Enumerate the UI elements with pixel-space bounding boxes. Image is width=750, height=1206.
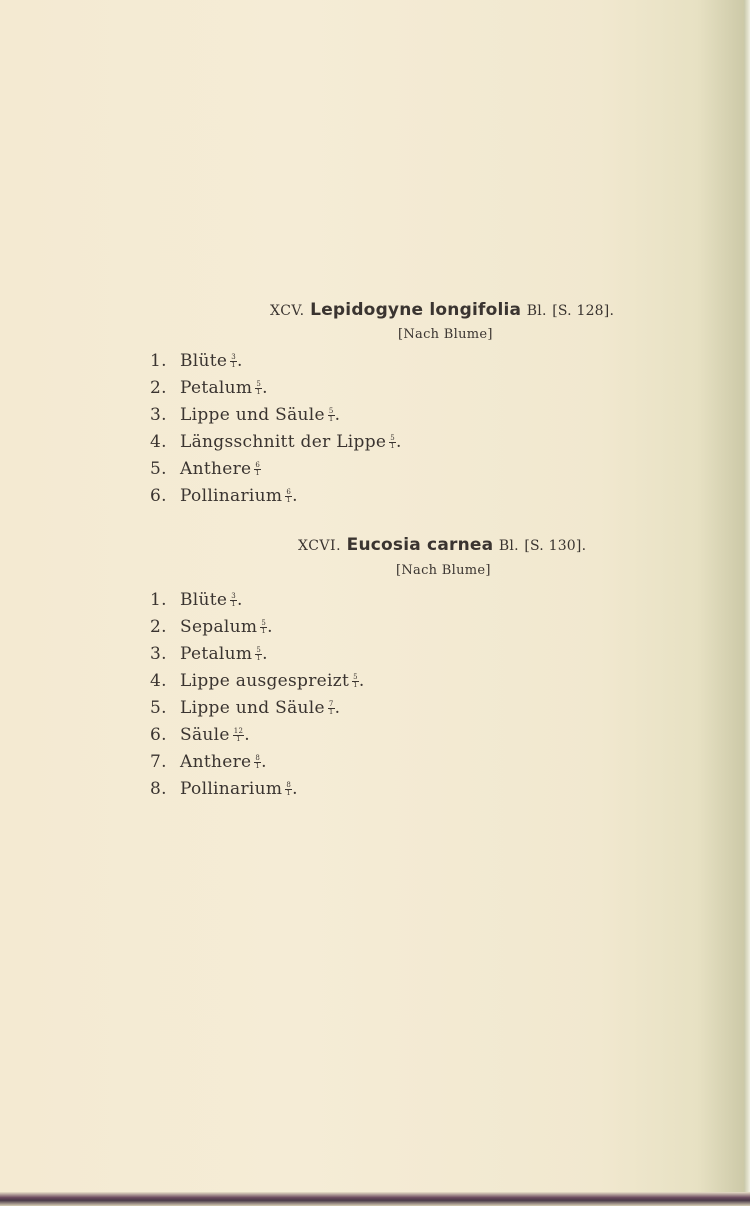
item-text: Blüte xyxy=(180,351,228,371)
magnification-numerator: 5 xyxy=(256,646,262,654)
section-heading xyxy=(298,535,586,555)
list-item xyxy=(150,483,402,510)
item-number: 4. xyxy=(150,671,167,691)
magnification-numerator: 3 xyxy=(231,592,237,600)
item-end: . xyxy=(358,671,365,691)
list-item xyxy=(150,587,365,614)
item-text: Lippe ausgespreizt xyxy=(180,671,350,691)
item-end: . xyxy=(262,378,268,398)
item-number: 2. xyxy=(150,378,167,398)
section-number: XCV. xyxy=(270,303,305,319)
item-number: 1. xyxy=(150,351,167,371)
item-end: . xyxy=(267,617,273,637)
list-item xyxy=(150,641,365,668)
item-text: Sepalum xyxy=(180,617,258,637)
section-number: XCVI. xyxy=(298,538,342,554)
magnification-denominator: 1 xyxy=(390,442,396,450)
magnification-denominator: 1 xyxy=(255,469,261,477)
list-item xyxy=(150,722,365,749)
item-text: Säule xyxy=(180,725,230,745)
magnification-denominator: 1 xyxy=(255,762,261,770)
item-number: 3. xyxy=(150,405,167,425)
magnification-denominator: 1 xyxy=(286,789,292,797)
source-note: [Nach Blume] xyxy=(396,563,491,578)
magnification-numerator: 8 xyxy=(255,754,261,762)
item-number: 6. xyxy=(150,486,167,506)
item-text: Anthere xyxy=(180,752,252,772)
item-text: Petalum xyxy=(180,378,253,398)
magnification-denominator: 1 xyxy=(353,681,358,689)
page-edge xyxy=(744,0,750,1206)
species-name: Lepidogyne longifolia xyxy=(310,300,522,320)
magnification-denominator: 1 xyxy=(256,388,262,396)
book-edge-band xyxy=(0,1192,750,1206)
section-heading xyxy=(270,300,614,320)
item-number: 5. xyxy=(150,459,167,479)
item-number: 7. xyxy=(150,752,167,772)
list-item xyxy=(150,749,365,776)
figure-list xyxy=(150,587,365,803)
magnification-numerator: 6 xyxy=(255,461,261,469)
item-end: . xyxy=(396,432,402,452)
magnification-denominator: 1 xyxy=(231,361,237,369)
item-end: . xyxy=(334,698,341,718)
item-end: . xyxy=(334,405,341,425)
item-end: . xyxy=(244,725,250,745)
list-item xyxy=(150,429,402,456)
item-end: . xyxy=(261,752,267,772)
magnification-denominator: 1 xyxy=(286,496,292,504)
item-number: 1. xyxy=(150,590,167,610)
magnification-numerator: 7 xyxy=(328,700,334,708)
magnification-numerator: 5 xyxy=(390,434,396,442)
item-end: . xyxy=(292,486,298,506)
item-text: Petalum xyxy=(180,644,253,664)
magnification-numerator: 5 xyxy=(353,673,358,681)
figure-list xyxy=(150,348,402,510)
magnification xyxy=(328,701,335,716)
magnification-denominator: 1 xyxy=(231,600,237,608)
magnification xyxy=(254,462,261,477)
magnification xyxy=(352,674,359,689)
magnification-numerator: 5 xyxy=(261,619,267,627)
item-number: 2. xyxy=(150,617,167,637)
list-item xyxy=(150,348,402,375)
list-item xyxy=(150,776,365,803)
item-end: . xyxy=(237,590,243,610)
item-text: Pollinarium xyxy=(180,779,283,799)
list-item xyxy=(150,375,402,402)
source-note: [Nach Blume] xyxy=(398,327,493,342)
list-item xyxy=(150,695,365,722)
species-author: Bl. xyxy=(498,538,519,554)
list-item xyxy=(150,456,402,483)
item-text: Lippe und Säule xyxy=(180,698,325,718)
magnification-denominator: 1 xyxy=(328,415,334,423)
item-end: . xyxy=(237,351,243,371)
magnification-denominator: 1 xyxy=(261,627,267,635)
magnification xyxy=(328,408,335,423)
magnification-numerator: 8 xyxy=(286,781,292,789)
list-item xyxy=(150,402,402,429)
magnification-denominator: 1 xyxy=(256,654,262,662)
item-number: 5. xyxy=(150,698,167,718)
magnification-numerator: 5 xyxy=(328,407,334,415)
magnification-numerator: 6 xyxy=(286,488,292,496)
page-reference: [S. 130]. xyxy=(524,538,587,554)
item-text: Anthere xyxy=(180,459,252,479)
item-end: . xyxy=(292,779,298,799)
item-text: Lippe und Säule xyxy=(180,405,325,425)
magnification-denominator: 1 xyxy=(328,708,334,716)
item-number: 8. xyxy=(150,779,167,799)
magnification-numerator: 5 xyxy=(256,380,262,388)
magnification-numerator: 12 xyxy=(233,727,244,735)
item-number: 3. xyxy=(150,644,167,664)
page-reference: [S. 128]. xyxy=(552,303,615,319)
item-text: Längsschnitt der Lippe xyxy=(180,432,387,452)
list-item xyxy=(150,614,365,641)
magnification-numerator: 3 xyxy=(231,353,237,361)
item-number: 6. xyxy=(150,725,167,745)
item-end: . xyxy=(262,644,268,664)
item-text: Blüte xyxy=(180,590,228,610)
magnification-denominator: 1 xyxy=(236,735,241,743)
item-number: 4. xyxy=(150,432,167,452)
item-text: Pollinarium xyxy=(180,486,283,506)
list-item xyxy=(150,668,365,695)
species-name: Eucosia carnea xyxy=(346,535,494,555)
species-author: Bl. xyxy=(526,303,547,319)
magnification xyxy=(233,728,245,743)
